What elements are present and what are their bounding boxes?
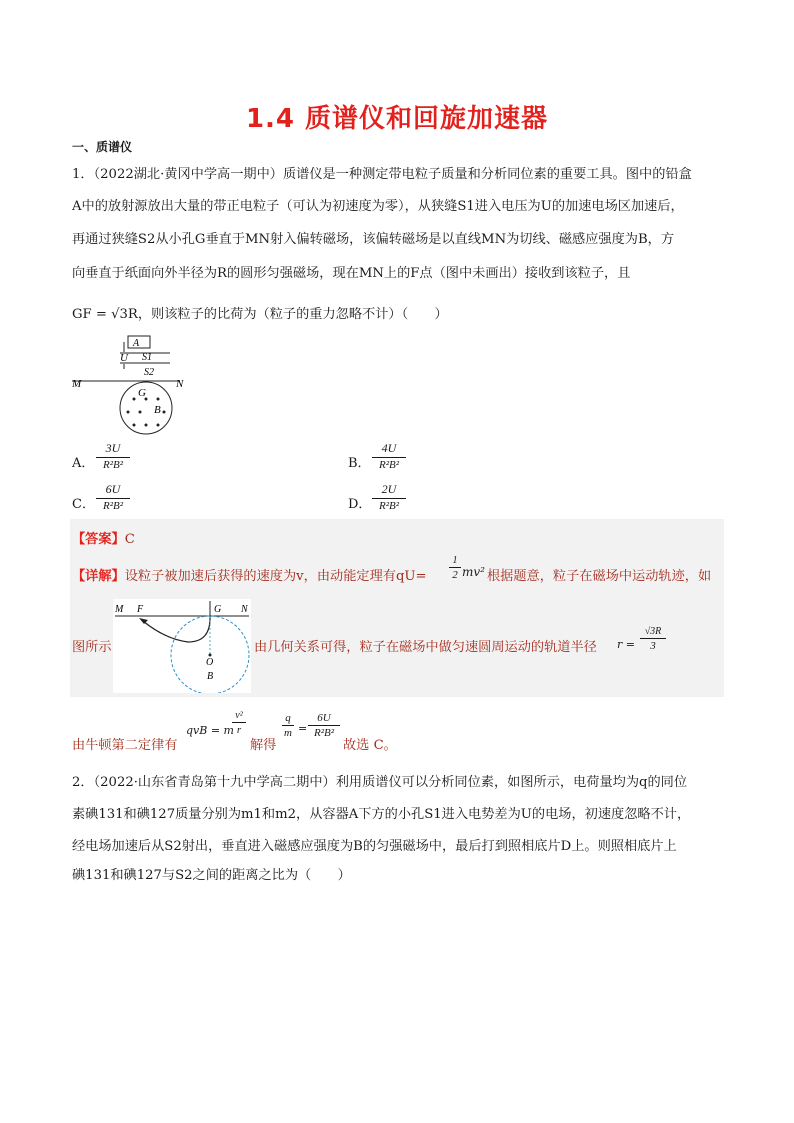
detail-line-3-tail: 故选 C。	[343, 738, 397, 753]
option-d-fraction: $\frac{2U}{\text{R²B²}}$	[372, 482, 406, 512]
q2-line-2: 素碘131和碘127质量分别为m1和m2，从容器A下方的小孔S1进入电势差为U的电场，初速度忽略不计，	[72, 807, 691, 822]
q1-line-4: 向垂直于纸面向外半径为R的圆形匀强磁场，现在MN上的F点（图中未画出）接收到该粒子，且	[72, 266, 631, 281]
page-title: 1.4 质谱仪和回旋加速器	[245, 104, 549, 134]
fig1-label-n: N	[176, 378, 184, 390]
q1-line-5: GF = √3R，则该粒子的比荷为（粒子的重力忽略不计）（ ）	[72, 307, 448, 322]
detail-mv2: mv²	[462, 565, 485, 579]
q2-line-3: 经电场加速后从S2射出，垂直进入磁感应强度为B的匀强磁场中，最后打到照相底片D上。则照相底片上	[72, 839, 677, 854]
fig1-label-g: G	[138, 387, 146, 399]
detail-v2-over-r: $\frac{\text{v²}}{r}$	[232, 710, 246, 736]
fig1-label-u: U	[120, 352, 128, 364]
option-b-fraction: $\frac{4U}{\text{R²B²}}$	[372, 441, 406, 471]
trajectory-figure	[113, 599, 251, 693]
detail-line-3-head: 由牛顿第二定律有	[72, 738, 178, 753]
fig2-label-g: G	[214, 604, 222, 615]
q2-line-1: 2．（2022·山东省青岛第十九中学高二期中）利用质谱仪可以分析同位素，如图所示，电荷量均为q的同位	[72, 775, 688, 790]
detail-text-1-end: 根据题意，粒子在磁场中运动轨迹，如	[487, 569, 712, 584]
q1-line-1: 1．（2022湖北·黄冈中学高一期中）质谱仪是一种测定带电粒子质量和分析同位素的重要工具。图中的铅盒	[72, 167, 692, 182]
detail-line-2-mid: 由几何关系可得，粒子在磁场中做匀速圆周运动的轨道半径	[254, 640, 597, 655]
option-a-fraction: $\frac{3U}{\text{R²B²}}$	[96, 441, 130, 471]
detail-line-2-head: 图所示	[72, 640, 112, 655]
detail-label: 【详解】	[72, 569, 125, 584]
q2-line-4: 碘131和碘127与S2之间的距离之比为（ ）	[72, 868, 351, 883]
fig2-label-b: B	[207, 671, 214, 682]
fig1-label-s1: S1	[142, 352, 152, 363]
detail-q-over-m: $\frac{q}{m}$	[282, 712, 294, 739]
answer-label: 【答案】	[72, 532, 125, 547]
option-c-letter[interactable]: C．	[72, 497, 95, 512]
answer-value: C	[124, 532, 135, 547]
fig2-label-o: O	[206, 657, 214, 668]
q1-line-2: A中的放射源放出大量的带正电粒子（可认为初速度为零），从狭缝S1进入电压为U的加速电场区加速后，	[72, 199, 684, 214]
option-d-letter[interactable]: D．	[348, 497, 372, 512]
detail-r-equals: r =	[617, 638, 635, 651]
fig2-label-m: M	[115, 604, 124, 615]
detail-line-3-mid: 解得	[250, 738, 277, 753]
fig2-label-f: F	[137, 604, 144, 615]
detail-radius-fraction: $\frac{√3R}{3}$	[640, 626, 666, 652]
fig1-label-b: B	[154, 404, 161, 416]
fig1-label-m: M	[72, 378, 82, 390]
answer-line	[72, 528, 135, 547]
option-c-fraction: $\frac{6U}{\text{R²B²}}$	[96, 482, 130, 512]
detail-qvb-eq: qvB = m	[186, 724, 234, 737]
section-heading: 一、质谱仪	[72, 140, 133, 154]
detail-half-fraction: $\frac{1}{2}$	[449, 555, 461, 581]
option-a-letter[interactable]: A．	[72, 456, 95, 471]
detail-line-1	[72, 565, 427, 584]
fig1-label-a: A	[133, 338, 140, 349]
q1-line-3: 再通过狭缝S2从小孔G垂直于MN射入偏转磁场，该偏转磁场是以直线MN为切线、磁感应强度为B，方	[72, 232, 675, 247]
detail-result-fraction: $\frac{6U}{\text{R²B²}}$	[308, 712, 340, 739]
detail-text-1: 设粒子被加速后获得的速度为v，由动能定理有qU=	[124, 569, 427, 584]
option-b-letter[interactable]: B．	[348, 456, 371, 471]
fig1-label-s2: S2	[144, 367, 154, 378]
detail-eq-sign: =	[298, 722, 308, 735]
mass-spectrometer-figure	[72, 333, 202, 439]
fig2-label-n: N	[241, 604, 248, 615]
